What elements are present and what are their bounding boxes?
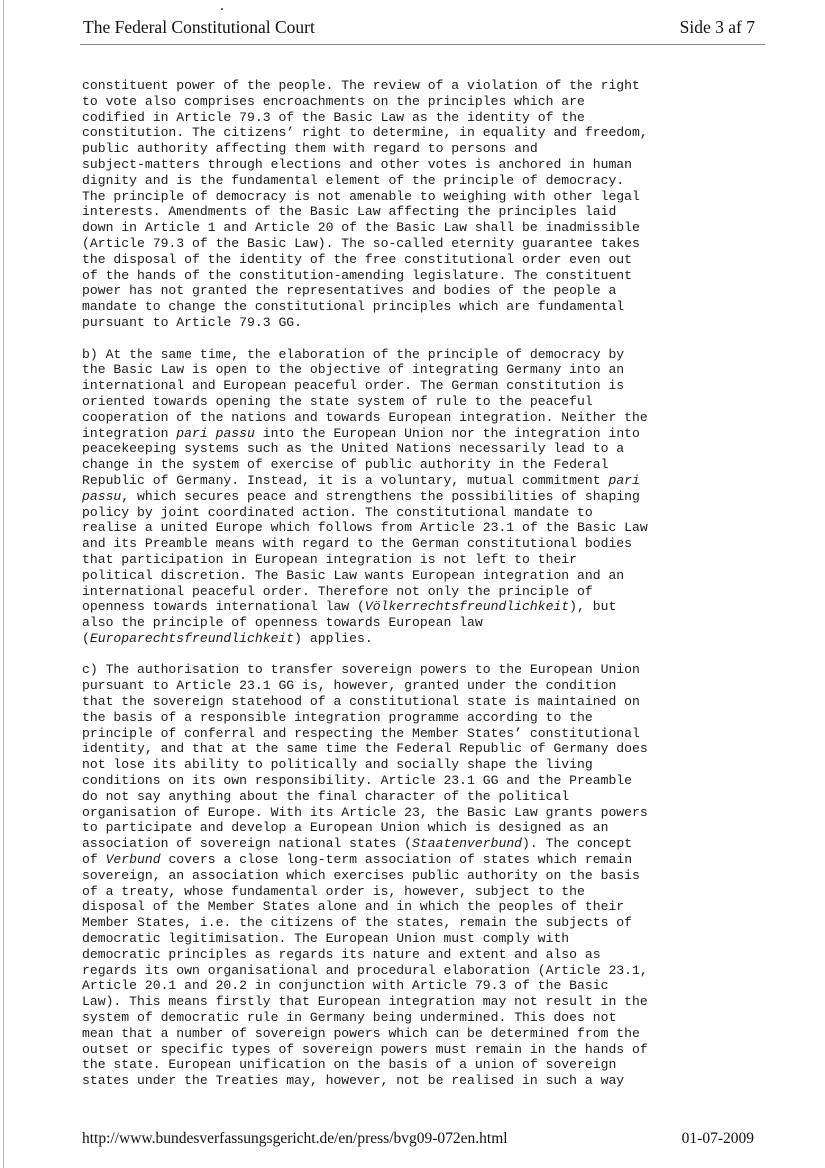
- italic-term: pari passu: [176, 425, 255, 441]
- text-segment: The principle of democracy is not amenable to weighing with other legal: [82, 188, 640, 204]
- text-segment: ), but: [569, 599, 617, 615]
- text-segment: (Article 79.3 of the Basic Law). The so-called eternity guarantee takes: [82, 235, 640, 251]
- text-line: [82, 141, 688, 157]
- text-segment: Member States, i.e. the citizens of the states, remain the subjects of: [82, 915, 633, 931]
- text-line: [82, 94, 688, 110]
- body-paragraph: [82, 78, 688, 331]
- footer-url[interactable]: http://www.bundesverfassungsgericht.de/en/press/bvg09-072en.html: [82, 1130, 508, 1147]
- text-segment: the state. European unification on the basis of a union of sovereign: [82, 1057, 617, 1073]
- header-divider: [80, 44, 765, 45]
- text-segment: dignity and is the fundamental element of the principle of democracy.: [82, 172, 625, 188]
- text-line: [82, 820, 688, 836]
- text-segment: public authority affecting them with regard to persons and: [82, 141, 538, 157]
- text-line: [82, 773, 688, 789]
- text-segment: peacekeeping systems such as the United Nations necessarily lead to a: [82, 441, 625, 457]
- text-segment: to vote also comprises encroachments on the principles which are: [82, 93, 585, 109]
- text-line: [82, 757, 688, 773]
- text-line: [82, 884, 688, 900]
- italic-term: Verbund: [105, 852, 161, 868]
- text-segment: openness towards international law (: [82, 599, 365, 615]
- text-segment: disposal of the Member States alone and in which the peoples of their: [82, 899, 625, 915]
- italic-term: Europarechtsfreundlichkeit: [89, 630, 295, 646]
- text-segment: c) The authorisation to transfer sovereign powers to the European Union: [82, 662, 640, 678]
- text-segment: also the principle of openness towards European law: [82, 615, 483, 631]
- text-segment: democratic principles as regards its nature and extent and also as: [82, 946, 601, 962]
- text-segment: constituent power of the people. The review of a violation of the right: [82, 78, 640, 93]
- text-line: [82, 789, 688, 805]
- text-line: [82, 1010, 688, 1026]
- text-line: [82, 252, 688, 268]
- text-segment: ) applies.: [294, 630, 373, 646]
- text-segment: of a treaty, whose fundamental order is, however, subject to the: [82, 883, 585, 899]
- text-line: [82, 568, 688, 584]
- text-segment: identity, and that at the same time the Federal Republic of Germany does: [82, 741, 648, 757]
- text-segment: interests. Amendments of the Basic Law affecting the principles laid: [82, 204, 617, 220]
- text-segment: constitution. The citizens’ right to determine, in equality and freedom,: [82, 125, 648, 141]
- text-line: [82, 362, 688, 378]
- text-segment: principle of conferral and respecting the Member States’ constitutional: [82, 725, 640, 741]
- text-line: [82, 631, 688, 647]
- text-segment: pursuant to Article 79.3 GG.: [82, 314, 303, 330]
- text-segment: that the sovereign statehood of a constitutional state is maintained on: [82, 694, 640, 710]
- text-segment: association of sovereign national states (: [82, 836, 413, 852]
- text-segment: the basis of a responsible integration programme according to the: [82, 709, 593, 725]
- italic-term: pari: [608, 472, 640, 488]
- text-segment: regards its own organisational and procedural elaboration (Article 23.1,: [82, 962, 648, 978]
- text-line: [82, 915, 688, 931]
- text-segment: international peaceful order. Therefore not only the principle of: [82, 583, 593, 599]
- text-line: [82, 662, 688, 678]
- text-segment: integration: [82, 425, 177, 441]
- text-line: [82, 1026, 688, 1042]
- text-line: [82, 868, 688, 884]
- text-segment: covers a close long-term association of states which remain: [160, 852, 633, 868]
- text-line: [82, 347, 688, 363]
- text-segment: not lose its ability to politically and socially shape the living: [82, 757, 593, 773]
- text-segment: policy by joint coordinated action. The constitutional mandate to: [82, 504, 593, 520]
- text-segment: realise a united Europe which follows from Article 23.1 of the Basic Law: [82, 520, 648, 536]
- text-line: [82, 899, 688, 915]
- text-line: [82, 994, 688, 1010]
- text-segment: the disposal of the identity of the free constitutional order even out: [82, 251, 633, 267]
- text-segment: do not say anything about the final character of the political: [82, 788, 570, 804]
- text-line: [82, 1057, 688, 1073]
- text-segment: democratic legitimisation. The European Union must comply with: [82, 931, 570, 947]
- text-segment: codified in Article 79.3 of the Basic Law as the identity of the: [82, 109, 585, 125]
- text-line: [82, 710, 688, 726]
- text-segment: oriented towards opening the state system of rule to the peaceful: [82, 393, 593, 409]
- text-line: [82, 441, 688, 457]
- text-segment: subject-matters through elections and other votes is anchored in human: [82, 156, 633, 172]
- text-line: [82, 378, 688, 394]
- text-line: [82, 931, 688, 947]
- text-line: [82, 584, 688, 600]
- text-line: [82, 410, 688, 426]
- body-paragraph: [82, 662, 688, 1089]
- text-line: [82, 426, 688, 442]
- text-line: [82, 836, 688, 852]
- text-line: [82, 963, 688, 979]
- text-line: [82, 505, 688, 521]
- body-paragraph: [82, 347, 688, 647]
- text-segment: the Basic Law is open to the objective of integrating Germany into an: [82, 362, 625, 378]
- text-line: [82, 552, 688, 568]
- text-segment: that participation in European integration is not left to their: [82, 551, 578, 567]
- italic-term: Völkerrechtsfreundlichkeit: [364, 599, 570, 615]
- text-segment: cooperation of the nations and towards European integration. Neither the: [82, 409, 648, 425]
- text-segment: mean that a number of sovereign powers which can be determined from the: [82, 1025, 640, 1041]
- text-segment: of the hands of the constitution-amending legislature. The constituent: [82, 267, 633, 283]
- text-line: [82, 1073, 688, 1089]
- text-segment: sovereign, an association which exercises public authority on the basis: [82, 867, 640, 883]
- text-segment: (: [82, 630, 90, 646]
- text-line: [82, 947, 688, 963]
- italic-term: Staatenverbund: [412, 836, 523, 852]
- text-line: [82, 110, 688, 126]
- page-edge: [3, 0, 4, 1168]
- text-line: [82, 125, 688, 141]
- footer-date: 01-07-2009: [681, 1130, 754, 1147]
- text-line: [82, 805, 688, 821]
- text-line: [82, 678, 688, 694]
- text-segment: Republic of Germany. Instead, it is a voluntary, mutual commitment: [82, 472, 609, 488]
- text-segment: outset or specific types of sovereign powers must remain in the hands of: [82, 1041, 648, 1057]
- text-segment: political discretion. The Basic Law wants European integration and an: [82, 567, 625, 583]
- text-line: [82, 1042, 688, 1058]
- text-segment: of: [82, 852, 106, 868]
- text-line: [82, 741, 688, 757]
- scan-speck: [221, 8, 223, 10]
- text-line: [82, 157, 688, 173]
- text-line: [82, 394, 688, 410]
- text-line: [82, 852, 688, 868]
- text-line: [82, 268, 688, 284]
- text-segment: to participate and develop a European Union which is designed as an: [82, 820, 609, 836]
- text-line: [82, 283, 688, 299]
- document-body: [82, 78, 688, 1089]
- text-segment: states under the Treaties may, however, not be realised in such a way: [82, 1073, 625, 1089]
- text-line: [82, 78, 688, 94]
- text-segment: Law). This means firstly that European integration may not result in the: [82, 994, 648, 1010]
- text-line: [82, 599, 688, 615]
- text-line: [82, 726, 688, 742]
- text-segment: conditions on its own responsibility. Article 23.1 GG and the Preamble: [82, 773, 633, 789]
- text-line: [82, 457, 688, 473]
- text-line: [82, 694, 688, 710]
- text-segment: power has not granted the representatives and bodies of the people a: [82, 283, 617, 299]
- text-line: [82, 299, 688, 315]
- text-line: [82, 489, 688, 505]
- text-line: [82, 189, 688, 205]
- text-segment: ). The concept: [522, 836, 633, 852]
- text-segment: organisation of Europe. With its Article 23, the Basic Law grants powers: [82, 804, 648, 820]
- text-segment: mandate to change the constitutional principles which are fundamental: [82, 299, 625, 315]
- text-segment: pursuant to Article 23.1 GG is, however, granted under the condition: [82, 678, 617, 694]
- text-line: [82, 315, 688, 331]
- text-segment: international and European peaceful order. The German constitution is: [82, 378, 625, 394]
- text-line: [82, 204, 688, 220]
- text-line: [82, 473, 688, 489]
- text-segment: into the European Union nor the integration into: [254, 425, 640, 441]
- text-line: [82, 520, 688, 536]
- text-segment: down in Article 1 and Article 20 of the Basic Law shall be inadmissible: [82, 220, 640, 236]
- page-header-title: The Federal Constitutional Court: [83, 17, 315, 37]
- text-line: [82, 536, 688, 552]
- text-segment: b) At the same time, the elaboration of the principle of democracy by: [82, 346, 625, 362]
- text-line: [82, 978, 688, 994]
- text-line: [82, 236, 688, 252]
- text-segment: and its Preamble means with regard to the German constitutional bodies: [82, 536, 633, 552]
- text-line: [82, 173, 688, 189]
- text-line: [82, 615, 688, 631]
- text-segment: change in the system of exercise of public authority in the Federal: [82, 457, 609, 473]
- text-segment: Article 20.1 and 20.2 in conjunction with Article 79.3 of the Basic: [82, 978, 609, 994]
- text-line: [82, 220, 688, 236]
- italic-term: passu: [82, 488, 122, 504]
- text-segment: system of democratic rule in Germany being undermined. This does not: [82, 1010, 617, 1026]
- text-segment: , which secures peace and strengthens the possibilities of shaping: [121, 488, 640, 504]
- page-number-label: Side 3 af 7: [679, 17, 755, 37]
